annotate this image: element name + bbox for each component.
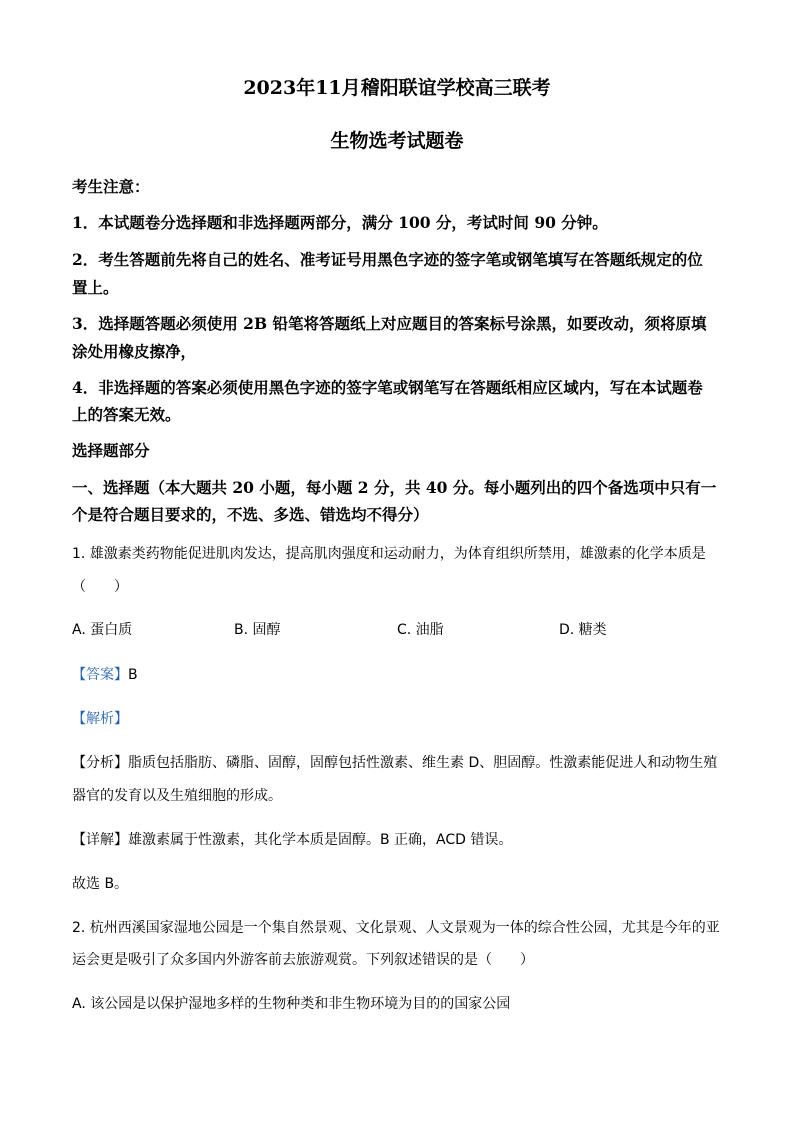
- question-1-option-b: B. 固醇: [234, 622, 281, 638]
- part-label: 选择题部分: [72, 441, 150, 460]
- notice-item-2-cont: 置上。: [72, 278, 119, 297]
- fenxi-tag: 【分析】: [72, 755, 128, 771]
- question-1-option-a: A. 蛋白质: [72, 622, 133, 638]
- notice-item-4-cont: 上的答案无效。: [72, 405, 181, 424]
- question-1-option-c: C. 油脂: [397, 622, 444, 638]
- notice-heading: 考生注意：: [72, 177, 150, 196]
- analysis-detail: [72, 829, 512, 849]
- question-1-stem-cont: （ ）: [72, 579, 128, 595]
- answer-tag: 【答案】: [72, 667, 128, 683]
- question-2-stem: 2. 杭州西溪国家湿地公园是一个集自然景观、文化景观、人文景观为一体的综合性公园，尤其是今年的亚: [72, 920, 720, 936]
- notice-item-3-cont: 涂处用橡皮擦净，: [72, 342, 197, 361]
- analysis-fenxi-cont: 器官的发育以及生殖细胞的形成。: [72, 788, 282, 804]
- section-instruction: 一、选择题（本大题共 20 小题，每小题 2 分，共 40 分。每小题列出的四个备选项中只有一: [72, 478, 717, 497]
- answer-line: [72, 664, 138, 684]
- section-instruction-cont: 个是符合题目要求的，不选、多选、错选均不得分）: [72, 505, 429, 524]
- page-subtitle: 生物选考试题卷: [330, 130, 464, 152]
- question-2-stem-cont: 运会更是吸引了众多国内外游客前去旅游观赏。下列叙述错误的是（ ）: [72, 952, 534, 968]
- notice-item-1: 1．本试题卷分选择题和非选择题两部分，满分 100 分，考试时间 90 分钟。: [72, 213, 608, 232]
- notice-item-2: 2．考生答题前先将自己的姓名、准考证号用黑色字迹的签字笔或钢笔填写在答题纸规定的位: [72, 250, 703, 269]
- analysis-tag: 【解析】: [72, 711, 128, 727]
- conclusion: 故选 B。: [72, 876, 129, 892]
- notice-item-4: 4．非选择题的答案必须使用黑色字迹的签字笔或钢笔写在答题纸相应区域内，写在本试题卷: [72, 378, 703, 397]
- detail-text: 雄激素属于性激素，其化学本质是固醇。B 正确，ACD 错误。: [128, 832, 513, 848]
- fenxi-text: 脂质包括脂肪、磷脂、固醇，固醇包括性激素、维生素 D、胆固醇。性激素能促进人和动物生殖: [128, 755, 718, 771]
- question-1-option-d: D. 糖类: [559, 622, 607, 638]
- question-1-stem: 1. 雄激素类药物能促进肌肉发达，提高肌肉强度和运动耐力，为体育组织所禁用，雄激素的化学本质是: [72, 546, 706, 562]
- analysis-fenxi: [72, 752, 717, 772]
- question-2-option-a: A. 该公园是以保护湿地多样的生物种类和非生物环境为目的的国家公园: [72, 996, 511, 1012]
- answer-value: B: [128, 667, 138, 683]
- detail-tag: 【详解】: [72, 832, 128, 848]
- page-title: 2023年11月稽阳联谊学校高三联考: [243, 77, 551, 99]
- notice-item-3: 3．选择题答题必须使用 2B 铅笔将答题纸上对应题目的答案标号涂黑，如要改动，须将原填: [72, 314, 707, 333]
